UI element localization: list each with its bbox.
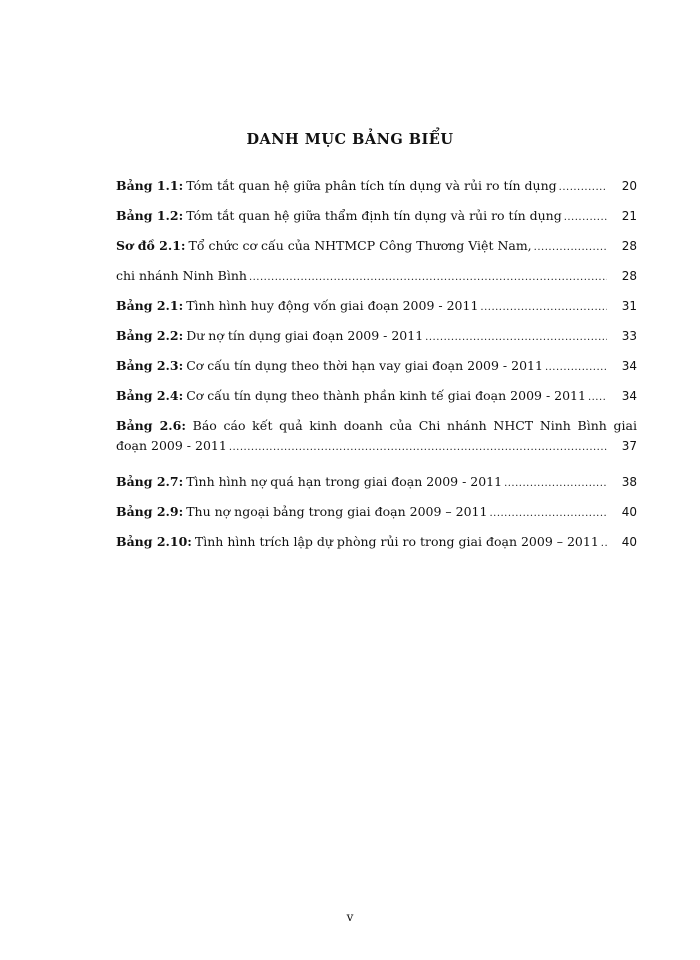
- entry-page-number: 34: [621, 359, 637, 373]
- leader-dots: [588, 386, 607, 408]
- entry-title: Cơ cấu tín dụng theo thời hạn vay giai đoạn 2009 - 2011: [186, 358, 543, 373]
- entry-title: Thu nợ ngoại bảng trong giai đoạn 2009 – 2011: [186, 504, 488, 519]
- entry-title: Tổ chức cơ cấu của NHTMCP Công Thương Việt Nam,: [188, 238, 532, 253]
- entry-label: Sơ đồ 2.1:: [116, 238, 186, 253]
- toc-entry-bang-2-7[interactable]: [116, 472, 637, 502]
- leader-dots: [504, 472, 607, 494]
- leader-dots: [489, 502, 607, 524]
- entry-page-number: 20: [621, 179, 637, 193]
- entry-title-continued: đoạn 2009 - 2011: [116, 438, 227, 453]
- entry-title: Tóm tắt quan hệ giữa thẩm định tín dụng và rủi ro tín dụng: [186, 208, 562, 223]
- toc-entry-bang-1-2[interactable]: [116, 206, 637, 236]
- leader-dots: [601, 532, 607, 554]
- entry-title: Tình hình nợ quá hạn trong giai đoạn 2009 - 2011: [186, 474, 503, 489]
- entry-page-number: 38: [621, 475, 637, 489]
- entry-title: Báo cáo kết quả kinh doanh của Chi nhánh NHCT Ninh Bình giai: [192, 418, 637, 433]
- entry-label: Bảng 2.6:: [116, 418, 186, 433]
- entry-label: Bảng 2.9:: [116, 504, 184, 519]
- entry-title: Cơ cấu tín dụng theo thành phần kinh tế giai đoạn 2009 - 2011: [186, 388, 586, 403]
- leader-dots: [480, 296, 607, 318]
- entry-title: Tóm tắt quan hệ giữa phân tích tín dụng và rủi ro tín dụng: [186, 178, 557, 193]
- entry-label: Bảng 2.4:: [116, 388, 184, 403]
- toc-entry-so-do-2-1[interactable]: [116, 236, 637, 266]
- entry-title: Tình hình huy động vốn giai đoạn 2009 - 2011: [186, 298, 479, 313]
- entry-page-number: 31: [621, 299, 637, 313]
- page-title: DANH MỤC BẢNG BIỂU: [246, 131, 454, 148]
- footer-page-number: v: [346, 910, 354, 924]
- toc-entry-bang-2-2[interactable]: [116, 326, 637, 356]
- entry-page-number: 40: [621, 535, 637, 549]
- leader-dots: [559, 176, 607, 198]
- leader-dots: [545, 356, 607, 378]
- entry-title: chi nhánh Ninh Bình: [116, 268, 247, 283]
- entry-label: Bảng 1.2:: [116, 208, 184, 223]
- entry-page-number: 28: [621, 269, 637, 283]
- toc-entry-bang-2-3[interactable]: [116, 356, 637, 386]
- entry-page-number: 21: [621, 209, 637, 223]
- leader-dots: [534, 236, 607, 258]
- toc-entry-bang-1-1[interactable]: [116, 176, 637, 206]
- entry-first-line: [116, 416, 637, 436]
- leader-dots: [249, 266, 607, 288]
- leader-dots: [564, 206, 607, 228]
- entry-label: Bảng 2.10:: [116, 534, 192, 549]
- leader-dots: [229, 436, 607, 458]
- toc-entry-bang-2-4[interactable]: [116, 386, 637, 416]
- toc-entry-bang-2-10[interactable]: [116, 532, 637, 562]
- table-of-tables: [116, 176, 637, 562]
- entry-page-number: 33: [621, 329, 637, 343]
- leader-dots: [425, 326, 607, 348]
- entry-label: Bảng 2.3:: [116, 358, 184, 373]
- toc-entry-so-do-2-1-continued[interactable]: [116, 266, 637, 296]
- entry-label: Bảng 2.7:: [116, 474, 184, 489]
- entry-page-number: 40: [621, 505, 637, 519]
- entry-page-number: 37: [621, 439, 637, 453]
- entry-label: Bảng 1.1:: [116, 178, 184, 193]
- entry-label: Bảng 2.2:: [116, 328, 184, 343]
- entry-title: Dư nợ tín dụng giai đoạn 2009 - 2011: [186, 328, 424, 343]
- entry-title: Tình hình trích lập dự phòng rủi ro trong giai đoạn 2009 – 2011: [194, 534, 599, 549]
- toc-entry-bang-2-1[interactable]: [116, 296, 637, 326]
- entry-label: Bảng 2.1:: [116, 298, 184, 313]
- entry-page-number: 34: [621, 389, 637, 403]
- toc-entry-bang-2-9[interactable]: [116, 502, 637, 532]
- toc-entry-bang-2-6[interactable]: [116, 416, 637, 472]
- entry-page-number: 28: [621, 239, 637, 253]
